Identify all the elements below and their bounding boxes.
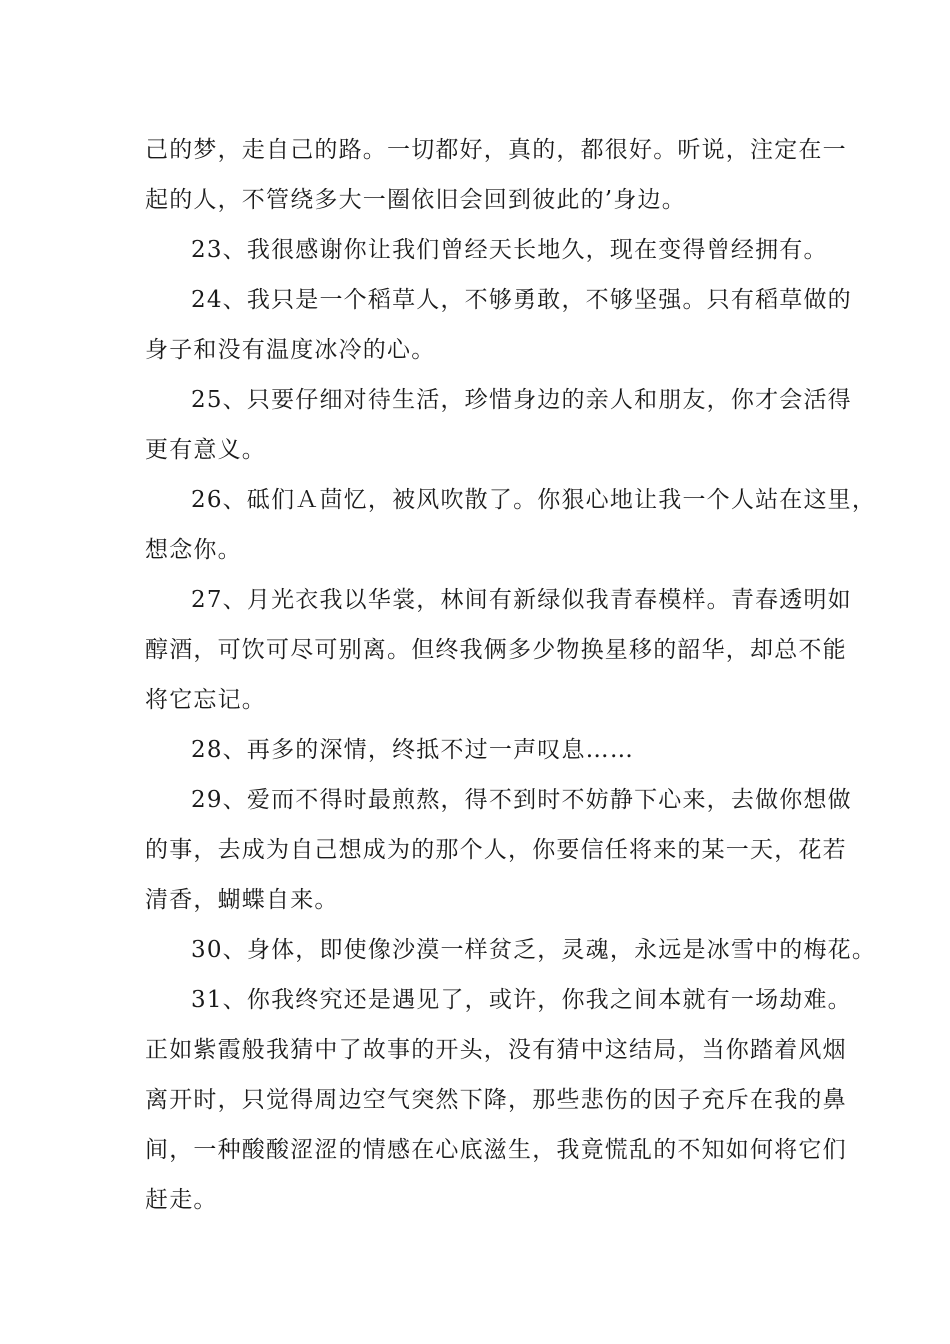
paragraph-26 <box>145 475 877 575</box>
text-line: 更有意义。 <box>145 437 266 463</box>
paragraph-31 <box>145 975 852 1225</box>
document-body <box>145 125 877 1225</box>
paragraph-24 <box>145 275 852 375</box>
text-line: 离开时，只觉得周边空气突然下降，那些悲伤的因子充斥在我的鼻 <box>145 1087 847 1113</box>
text-line: 己的梦，走自己的路。一切都好，真的，都很好。听说，注定在一 <box>145 137 847 163</box>
paragraph-23 <box>145 225 828 275</box>
text-line: 清香，蝴蝶自来。 <box>145 887 339 913</box>
text-line: 想念你。 <box>145 537 242 563</box>
text-line: 身子和没有温度冰冷的心。 <box>145 337 436 363</box>
paragraph-29 <box>145 775 852 925</box>
text-line: 28、再多的深情，终抵不过一声叹息…… <box>191 737 635 763</box>
text-line: 间，一种酸酸涩涩的情感在心底滋生，我竟慌乱的不知如何将它们 <box>145 1137 847 1163</box>
paragraph-28 <box>145 725 810 775</box>
paragraph-25 <box>145 375 852 475</box>
paragraph-30 <box>145 925 877 975</box>
text-line: 30、身体，即使像沙漠一样贫乏，灵魂，永远是冰雪中的梅花。 <box>191 937 877 963</box>
text-line: 将它忘记。 <box>145 687 266 713</box>
text-line: 26、砥们Ａ茴忆，被风吹散了。你狠心地让我一个人站在这里， <box>191 487 877 513</box>
text-line: 的事，去成为自己想成为的那个人，你要信任将来的某一天，花若 <box>145 837 847 863</box>
paragraph-27 <box>145 575 852 725</box>
text-line: 赶走。 <box>145 1187 218 1213</box>
text-line: 醇酒，可饮可尽可别离。但终我俩多少物换星移的韶华，却总不能 <box>145 637 847 663</box>
text-line: 27、月光衣我以华裳，林间有新绿似我青春模样。青春透明如 <box>191 587 852 613</box>
text-line: 23、我很感谢你让我们曾经天长地久，现在变得曾经拥有。 <box>191 237 828 263</box>
text-line: 31、你我终究还是遇见了，或许，你我之间本就有一场劫难。 <box>191 987 852 1013</box>
text-line: 正如紫霞般我猜中了故事的开头，没有猜中这结局，当你踏着风烟 <box>145 1037 847 1063</box>
text-line: 24、我只是一个稻草人，不够勇敢，不够坚强。只有稻草做的 <box>191 287 852 313</box>
text-line: 29、爱而不得时最煎熬，得不到时不妨静下心来，去做你想做 <box>191 787 852 813</box>
paragraph-continuation <box>145 125 847 225</box>
text-line: 25、只要仔细对待生活，珍惜身边的亲人和朋友，你才会活得 <box>191 387 852 413</box>
text-line: 起的人，不管绕多大一圈依旧会回到彼此的’身边。 <box>145 187 686 213</box>
